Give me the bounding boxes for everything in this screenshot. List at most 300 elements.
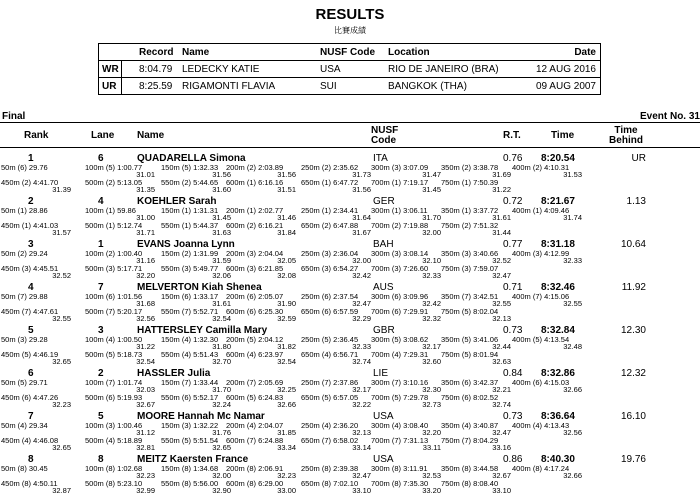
athlete-nusf: GBR	[373, 325, 395, 336]
split-lap: 31.53	[563, 170, 582, 179]
athlete-time-behind: 16.10	[620, 411, 646, 422]
split-lap: 32.42	[352, 271, 371, 280]
split-time: 300m (3) 3:07.09	[371, 163, 429, 172]
split-lap: 32.47	[352, 299, 371, 308]
split-lap: 32.65	[52, 443, 71, 452]
split-time: 550m (8) 5:56.00	[161, 479, 219, 488]
split-lap: 32.03	[136, 385, 155, 394]
split-lap: 32.13	[352, 428, 371, 437]
split-time: 650m (4) 6:56.71	[301, 350, 359, 359]
col-time-behind: Time	[614, 125, 638, 136]
split-time: 250m (7) 2:37.86	[301, 378, 359, 387]
record-nusf: SUI	[320, 81, 337, 92]
athlete-rt: 0.77	[503, 239, 523, 250]
split-time: 50m (1) 28.86	[1, 206, 48, 215]
athlete-rank: 2	[28, 196, 34, 207]
col-rank: Rank	[24, 130, 49, 141]
athlete-time: 8:20.54	[541, 153, 575, 164]
split-time: 100m (7) 1:01.74	[85, 378, 143, 387]
athlete-time: 8:21.67	[541, 196, 575, 207]
athlete-rank: 4	[28, 282, 34, 293]
split-time: 250m (4) 2:36.20	[301, 421, 359, 430]
split-time: 350m (5) 3:41.06	[441, 335, 499, 344]
split-lap: 32.25	[277, 385, 296, 394]
split-time: 500m (7) 5:20.17	[85, 307, 143, 316]
split-lap: 32.67	[136, 400, 155, 409]
split-lap: 32.22	[352, 400, 371, 409]
athlete-rank: 8	[28, 454, 34, 465]
split-time: 500m (6) 5:19.93	[85, 393, 143, 402]
split-lap: 31.56	[212, 170, 231, 179]
split-time: 150m (3) 1:32.22	[161, 421, 219, 430]
split-lap: 33.11	[422, 443, 441, 452]
split-time: 750m (3) 7:59.07	[441, 264, 499, 273]
athlete-lane: 2	[98, 368, 104, 379]
col-lane: Lane	[91, 130, 115, 141]
split-time: 600m (8) 6:29.00	[226, 479, 284, 488]
split-time: 100m (5) 1:00.77	[85, 163, 143, 172]
split-time: 600m (6) 6:25.30	[226, 307, 284, 316]
split-time: 700m (4) 7:29.31	[371, 350, 429, 359]
split-lap: 32.54	[136, 357, 155, 366]
split-lap: 31.56	[277, 170, 296, 179]
col-time-behind-2: Behind	[609, 135, 643, 146]
record-time: 8:04.79	[139, 64, 173, 75]
split-lap: 31.68	[136, 299, 155, 308]
split-lap: 31.22	[492, 185, 511, 194]
athlete-row	[0, 411, 700, 454]
split-time: 650m (8) 7:02.10	[301, 479, 359, 488]
split-time: 100m (3) 1:00.46	[85, 421, 143, 430]
record-date: 09 AUG 2007	[535, 81, 596, 92]
split-time: 650m (2) 6:47.88	[301, 221, 359, 230]
split-time: 450m (3) 4:45.51	[1, 264, 59, 273]
split-time: 250m (8) 2:39.38	[301, 464, 359, 473]
athlete-time: 8:36.64	[541, 411, 575, 422]
split-lap: 32.81	[136, 443, 155, 452]
event-number-value: 31	[688, 111, 700, 122]
split-lap: 32.32	[422, 314, 441, 323]
athlete-rt: 0.73	[503, 325, 523, 336]
split-lap: 32.66	[563, 471, 582, 480]
split-time: 750m (1) 7:50.39	[441, 178, 499, 187]
split-time: 350m (8) 3:44.58	[441, 464, 499, 473]
split-lap: 31.16	[136, 256, 155, 265]
split-lap: 31.63	[212, 228, 231, 237]
split-lap: 31.47	[422, 170, 441, 179]
split-lap: 32.70	[212, 357, 231, 366]
split-time: 400m (7) 4:15.06	[512, 292, 570, 301]
split-lap: 32.17	[422, 342, 441, 351]
split-lap: 32.56	[136, 314, 155, 323]
split-time: 750m (5) 8:01.94	[441, 350, 499, 359]
split-lap: 32.30	[422, 385, 441, 394]
split-lap: 32.87	[52, 486, 71, 495]
athlete-row	[0, 325, 700, 368]
split-time: 150m (8) 1:34.68	[161, 464, 219, 473]
split-time: 50m (8) 30.45	[1, 464, 48, 473]
split-lap: 32.17	[352, 385, 371, 394]
split-time: 400m (3) 4:12.99	[512, 249, 570, 258]
athlete-name: HASSLER Julia	[137, 368, 211, 379]
split-time: 550m (7) 5:52.71	[161, 307, 219, 316]
record-name: RIGAMONTI FLAVIA	[182, 81, 276, 92]
split-lap: 31.59	[212, 256, 231, 265]
athlete-row	[0, 196, 700, 239]
split-time: 750m (6) 8:02.52	[441, 393, 499, 402]
split-time: 400m (4) 4:13.43	[512, 421, 570, 430]
record-location: RIO DE JANEIRO (BRA)	[388, 64, 499, 75]
split-time: 50m (5) 29.71	[1, 378, 48, 387]
split-lap: 32.55	[563, 299, 582, 308]
split-time: 600m (3) 6:21.85	[226, 264, 284, 273]
athlete-name: EVANS Joanna Lynn	[137, 239, 235, 250]
split-lap: 32.54	[277, 357, 296, 366]
athlete-rt: 0.73	[503, 411, 523, 422]
split-time: 700m (3) 7:26.60	[371, 264, 429, 273]
split-time: 650m (6) 6:57.59	[301, 307, 359, 316]
athlete-time: 8:32.86	[541, 368, 575, 379]
col-time: Time	[551, 130, 575, 141]
athlete-rank: 5	[28, 325, 34, 336]
split-time: 150m (2) 1:31.99	[161, 249, 219, 258]
split-time: 350m (1) 3:37.72	[441, 206, 499, 215]
split-lap: 32.33	[352, 342, 371, 351]
split-lap: 32.06	[212, 271, 231, 280]
record-row	[99, 78, 600, 95]
split-lap: 31.61	[212, 299, 231, 308]
athlete-nusf: GER	[373, 196, 395, 207]
athlete-name: QUADARELLA Simona	[137, 153, 246, 164]
col-rt: R.T.	[503, 130, 521, 141]
split-lap: 32.90	[212, 486, 231, 495]
split-time: 300m (7) 3:10.16	[371, 378, 429, 387]
split-time: 150m (5) 1:32.33	[161, 163, 219, 172]
split-lap: 32.00	[422, 228, 441, 237]
split-time: 250m (5) 2:36.45	[301, 335, 359, 344]
split-time: 100m (1) 59.86	[85, 206, 136, 215]
split-lap: 33.10	[352, 486, 371, 495]
split-time: 350m (7) 3:42.51	[441, 292, 499, 301]
records-col-record: Record	[139, 47, 174, 58]
split-lap: 33.16	[492, 443, 511, 452]
records-col-nusf: NUSF Code	[320, 47, 375, 58]
split-time: 450m (1) 4:41.03	[1, 221, 59, 230]
athlete-time-behind: 1.13	[626, 196, 646, 207]
split-time: 500m (3) 5:17.71	[85, 264, 143, 273]
split-time: 200m (7) 2:05.69	[226, 378, 284, 387]
split-time: 700m (7) 7:31.13	[371, 436, 429, 445]
athlete-rt: 0.71	[503, 282, 523, 293]
split-lap: 32.47	[492, 428, 511, 437]
split-lap: 31.57	[52, 228, 71, 237]
page-title: RESULTS	[315, 6, 385, 23]
split-lap: 32.66	[563, 385, 582, 394]
split-lap: 33.00	[277, 486, 296, 495]
split-lap: 32.56	[563, 428, 582, 437]
record-nusf: USA	[320, 64, 341, 75]
split-time: 200m (6) 2:05.07	[226, 292, 284, 301]
athlete-rt: 0.76	[503, 153, 523, 164]
phase-label: Final	[2, 111, 26, 122]
split-lap: 32.74	[492, 400, 511, 409]
split-lap: 31.85	[277, 428, 296, 437]
page-subtitle: 比賽成績	[334, 26, 366, 35]
col-nusf: NUSF	[371, 125, 399, 136]
athlete-name: MELVERTON Kiah Shenea	[137, 282, 262, 293]
split-time: 550m (6) 5:52.17	[161, 393, 219, 402]
split-time: 400m (8) 4:17.24	[512, 464, 570, 473]
athlete-lane: 8	[98, 454, 104, 465]
split-lap: 31.61	[492, 213, 511, 222]
split-time: 100m (4) 1:00.50	[85, 335, 143, 344]
athlete-row	[0, 454, 700, 497]
athlete-nusf: AUS	[373, 282, 394, 293]
split-lap: 31.22	[136, 342, 155, 351]
split-time: 250m (1) 2:34.41	[301, 206, 359, 215]
split-lap: 32.60	[422, 357, 441, 366]
split-time: 500m (8) 5:23.10	[85, 479, 143, 488]
split-time: 300m (1) 3:06.11	[371, 206, 428, 215]
split-time: 500m (1) 5:12.74	[85, 221, 143, 230]
athlete-name: HATTERSLEY Camilla Mary	[137, 325, 268, 336]
athlete-row	[0, 368, 700, 411]
athlete-time-behind: 12.30	[620, 325, 646, 336]
athlete-row	[0, 239, 700, 282]
split-time: 450m (4) 4:46.08	[1, 436, 59, 445]
event-number	[640, 111, 700, 122]
split-lap: 32.44	[492, 342, 511, 351]
split-time: 50m (2) 29.24	[1, 249, 48, 258]
split-lap: 32.05	[277, 256, 296, 265]
split-lap: 32.55	[52, 314, 71, 323]
split-time: 550m (5) 5:51.54	[161, 436, 219, 445]
split-time: 600m (4) 6:23.97	[226, 350, 284, 359]
athlete-time-behind: UR	[631, 153, 646, 164]
records-col-name: Name	[182, 47, 210, 58]
athlete-row	[0, 153, 700, 196]
athlete-nusf: LIE	[373, 368, 389, 379]
split-lap: 31.60	[212, 185, 231, 194]
split-lap: 32.20	[136, 271, 155, 280]
split-time: 150m (6) 1:33.17	[161, 292, 219, 301]
record-name: LEDECKY KATIE	[182, 64, 260, 75]
athlete-rt: 0.72	[503, 196, 523, 207]
split-lap: 31.45	[212, 213, 231, 222]
split-lap: 32.00	[212, 471, 231, 480]
split-time: 100m (8) 1:02.68	[85, 464, 143, 473]
split-lap: 32.99	[136, 486, 155, 495]
athlete-time-behind: 10.64	[620, 239, 646, 250]
athlete-rank: 6	[28, 368, 34, 379]
split-lap: 31.70	[422, 213, 441, 222]
split-lap: 32.52	[492, 256, 511, 265]
split-lap: 32.08	[277, 271, 296, 280]
split-lap: 33.14	[352, 443, 371, 452]
split-time: 350m (2) 3:38.78	[441, 163, 499, 172]
split-lap: 32.74	[352, 357, 371, 366]
split-time: 400m (5) 4:13.54	[512, 335, 570, 344]
split-time: 700m (2) 7:19.88	[371, 221, 429, 230]
athlete-time-behind: 19.76	[620, 454, 646, 465]
athlete-name: KOEHLER Sarah	[137, 196, 217, 207]
athlete-time: 8:31.18	[541, 239, 575, 250]
split-time: 300m (3) 3:08.14	[371, 249, 429, 258]
split-lap: 32.00	[352, 256, 371, 265]
athlete-lane: 4	[98, 196, 104, 207]
col-code: Code	[371, 135, 396, 146]
athlete-rt: 0.86	[503, 454, 523, 465]
split-time: 200m (5) 2:04.12	[226, 335, 284, 344]
split-lap: 32.33	[563, 256, 582, 265]
split-lap: 32.66	[277, 400, 296, 409]
split-lap: 31.74	[563, 213, 582, 222]
athlete-time-behind: 12.32	[620, 368, 646, 379]
athlete-lane: 1	[98, 239, 104, 250]
athlete-lane: 5	[98, 411, 104, 422]
athlete-name: MEITZ Kaersten France	[137, 454, 249, 465]
split-lap: 31.69	[492, 170, 511, 179]
record-time: 8:25.59	[139, 81, 173, 92]
split-lap: 32.59	[277, 314, 296, 323]
split-lap: 31.51	[277, 185, 296, 194]
record-code: UR	[102, 81, 117, 92]
split-time: 600m (2) 6:16.21	[226, 221, 284, 230]
split-lap: 31.46	[277, 213, 296, 222]
split-lap: 33.20	[422, 486, 441, 495]
split-time: 150m (1) 1:31.31	[161, 206, 219, 215]
split-time: 400m (1) 4:09.46	[512, 206, 570, 215]
split-lap: 31.84	[277, 228, 296, 237]
athlete-time-behind: 11.92	[621, 282, 646, 293]
split-time: 550m (1) 5:44.37	[161, 221, 219, 230]
split-lap: 32.29	[352, 314, 371, 323]
split-lap: 31.12	[136, 428, 155, 437]
split-time: 250m (3) 2:36.04	[301, 249, 359, 258]
split-lap: 32.55	[492, 299, 511, 308]
athlete-nusf: BAH	[373, 239, 394, 250]
split-time: 700m (8) 7:35.30	[371, 479, 429, 488]
athlete-name: MOORE Hannah Mc Namar	[137, 411, 265, 422]
records-col-date: Date	[574, 47, 596, 58]
split-time: 450m (2) 4:41.70	[1, 178, 59, 187]
split-time: 700m (6) 7:29.91	[371, 307, 429, 316]
split-lap: 33.34	[277, 443, 296, 452]
split-time: 750m (7) 8:04.29	[441, 436, 499, 445]
split-time: 750m (8) 8:08.40	[441, 479, 499, 488]
split-lap: 32.10	[422, 256, 441, 265]
split-lap: 32.63	[492, 357, 511, 366]
split-time: 650m (1) 6:47.72	[301, 178, 359, 187]
athlete-nusf: ITA	[373, 153, 388, 164]
split-time: 550m (2) 5:44.65	[161, 178, 219, 187]
results-header	[0, 122, 700, 148]
split-time: 400m (2) 4:10.31	[512, 163, 570, 172]
split-time: 50m (3) 29.28	[1, 335, 48, 344]
split-lap: 31.35	[136, 185, 155, 194]
split-time: 500m (4) 5:18.89	[85, 436, 143, 445]
split-time: 50m (4) 29.34	[1, 421, 48, 430]
split-time: 650m (3) 6:54.27	[301, 264, 359, 273]
split-time: 300m (5) 3:08.62	[371, 335, 429, 344]
split-lap: 31.39	[52, 185, 71, 194]
split-time: 150m (7) 1:33.44	[161, 378, 219, 387]
split-time: 550m (4) 5:51.43	[161, 350, 219, 359]
split-time: 500m (5) 5:18.73	[85, 350, 143, 359]
split-time: 300m (4) 3:08.40	[371, 421, 429, 430]
split-lap: 32.47	[492, 271, 511, 280]
split-lap: 32.65	[52, 357, 71, 366]
event-number-label: Event No.	[639, 111, 687, 122]
split-time: 450m (5) 4:46.19	[1, 350, 59, 359]
split-lap: 32.52	[52, 271, 71, 280]
records-header	[99, 44, 600, 61]
split-lap: 31.90	[277, 299, 296, 308]
split-time: 600m (5) 6:24.83	[226, 393, 284, 402]
split-lap: 32.67	[492, 471, 511, 480]
split-time: 350m (4) 3:40.87	[441, 421, 499, 430]
split-time: 200m (8) 2:06.91	[226, 464, 284, 473]
split-time: 200m (2) 2:03.89	[226, 163, 284, 172]
athlete-rank: 7	[28, 411, 34, 422]
split-time: 350m (3) 3:40.66	[441, 249, 499, 258]
split-lap: 32.53	[422, 471, 441, 480]
athlete-rt: 0.84	[503, 368, 523, 379]
split-time: 200m (1) 2:02.77	[226, 206, 284, 215]
split-time: 200m (4) 2:04.07	[226, 421, 284, 430]
split-lap: 31.71	[136, 228, 155, 237]
split-time: 100m (2) 1:00.40	[85, 249, 143, 258]
split-lap: 32.23	[136, 471, 155, 480]
split-lap: 31.01	[136, 170, 155, 179]
col-name: Name	[137, 130, 165, 141]
split-lap: 31.70	[212, 385, 231, 394]
split-lap: 32.65	[212, 443, 231, 452]
record-code: WR	[102, 64, 119, 75]
athlete-rank: 1	[28, 153, 34, 164]
split-time: 600m (7) 6:24.88	[226, 436, 284, 445]
athlete-time: 8:40.30	[541, 454, 575, 465]
split-time: 50m (6) 29.76	[1, 163, 48, 172]
split-time: 650m (7) 6:58.02	[301, 436, 359, 445]
athlete-nusf: USA	[373, 411, 394, 422]
split-lap: 31.73	[352, 170, 371, 179]
athlete-time: 8:32.46	[541, 282, 575, 293]
split-lap: 31.56	[352, 185, 371, 194]
split-lap: 32.20	[422, 428, 441, 437]
split-time: 750m (5) 8:02.04	[441, 307, 499, 316]
split-time: 700m (5) 7:29.78	[371, 393, 429, 402]
split-time: 650m (5) 6:57.05	[301, 393, 359, 402]
split-time: 450m (6) 4:47.26	[1, 393, 59, 402]
split-lap: 32.54	[212, 314, 231, 323]
split-lap: 32.48	[563, 342, 582, 351]
split-time: 300m (6) 3:09.96	[371, 292, 429, 301]
split-lap: 31.80	[212, 342, 231, 351]
split-lap: 31.45	[422, 185, 441, 194]
split-time: 150m (4) 1:32.30	[161, 335, 219, 344]
split-lap: 32.21	[492, 385, 511, 394]
split-lap: 31.64	[352, 213, 371, 222]
split-lap: 32.42	[422, 299, 441, 308]
split-time: 200m (3) 2:04.04	[226, 249, 284, 258]
split-lap: 31.00	[136, 213, 155, 222]
split-time: 250m (2) 2:35.62	[301, 163, 359, 172]
split-time: 450m (8) 4:50.11	[1, 479, 58, 488]
split-lap: 32.47	[352, 471, 371, 480]
split-time: 300m (8) 3:11.91	[371, 464, 428, 473]
athlete-time: 8:32.84	[541, 325, 575, 336]
